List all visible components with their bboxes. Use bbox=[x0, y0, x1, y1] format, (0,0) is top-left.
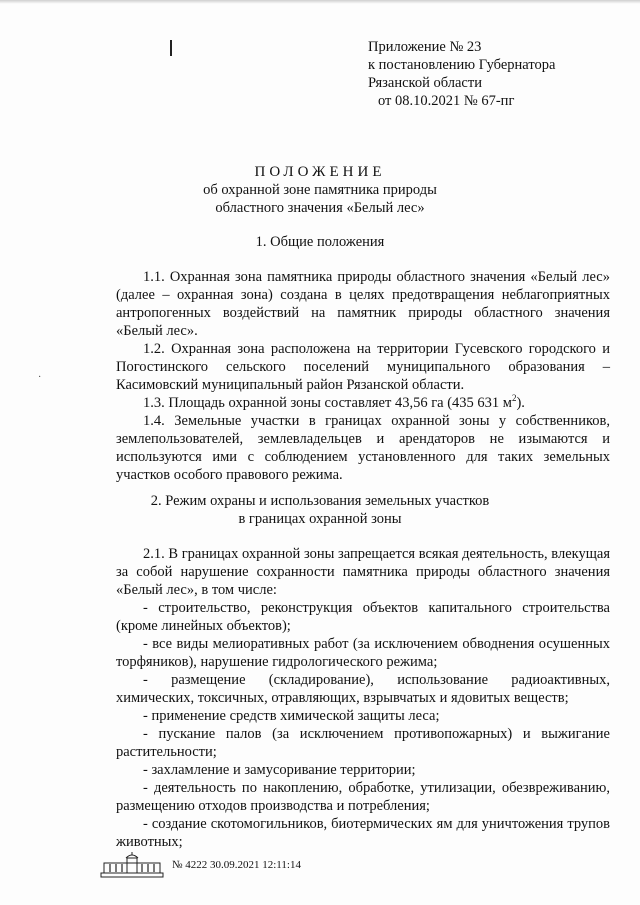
paragraph-1-2 bbox=[116, 340, 610, 394]
paragraph-2-1 bbox=[116, 545, 610, 599]
registration-footer bbox=[100, 852, 620, 880]
list-item-text: - применение средств химической защиты леса; bbox=[143, 708, 440, 724]
document-title: ПОЛОЖЕНИЕ bbox=[254, 164, 386, 180]
paragraph-2-1-text: 2.1. В границах охранной зоны запрещается всякая деятельность, влекущая за собой нарушение сохранности памятника природы областного значения «Белый лес», в том числе: bbox=[116, 546, 610, 598]
scan-edge bbox=[0, 0, 640, 4]
list-item bbox=[116, 815, 610, 851]
appendix-block bbox=[368, 38, 555, 110]
paragraph-1-3-sup: 2 bbox=[511, 393, 517, 404]
list-item bbox=[116, 599, 610, 635]
document-subtitle-2: областного значения «Белый лес» bbox=[215, 200, 425, 216]
paragraph-1-2-text: 1.2. Охранная зона расположена на территории Гусевского городского и Погостинского сельского поселений муниципального образования – Касимовский муниципальный район Рязанской области. bbox=[116, 341, 610, 393]
section-1-heading: 1. Общие положения bbox=[255, 234, 385, 250]
paragraph-1-1-text: 1.1. Охранная зона памятника природы областного значения «Белый лес» (далее – охранная зона) создана в целях предотвращения неблагоприятных антропогенных воздействий на памятник природы областного значения «Белый лес». bbox=[116, 269, 610, 339]
list-item bbox=[116, 635, 610, 671]
margin-speck: · bbox=[38, 372, 42, 383]
paragraph-1-3-end: ). bbox=[516, 395, 525, 411]
list-item-text: - пускание палов (за исключением противопожарных) и выжигание растительности; bbox=[116, 726, 610, 760]
paragraph-1-1 bbox=[116, 268, 610, 340]
list-item-text: - захламление и замусоривание территории; bbox=[143, 762, 416, 778]
list-item-text: - все виды мелиоративных работ (за исключением обводнения осушенных торфяников), нарушение гидрологического режима; bbox=[116, 636, 610, 670]
title-block bbox=[0, 163, 640, 217]
document-subtitle-1: об охранной зоне памятника природы bbox=[203, 182, 437, 198]
list-item-text: - создание скотомогильников, биотермических ям для уничтожения трупов животных; bbox=[116, 816, 610, 850]
list-item bbox=[116, 725, 610, 761]
appendix-line-4: от 08.10.2021 № 67-пг bbox=[378, 93, 515, 109]
paragraph-1-4-text: 1.4. Земельные участки в границах охранной зоны у собственников, землепользователей, землевладельцев и арендаторов не изымаются и используются ими с соблюдением установленного для таких земельных участков особого правового режима. bbox=[116, 413, 610, 483]
section-2-heading-line-1: 2. Режим охраны и использования земельных участков bbox=[150, 493, 490, 509]
list-item-text: - размещение (складирование), использование радиоактивных, химических, токсичных, отравляющих, взрывчатых и ядовитых веществ; bbox=[116, 672, 610, 706]
appendix-line-3: Рязанской области bbox=[368, 75, 482, 91]
list-item bbox=[116, 779, 610, 815]
paragraph-1-4 bbox=[116, 412, 610, 484]
list-item-text: - строительство, реконструкция объектов капитального строительства (кроме линейных объектов); bbox=[116, 600, 610, 634]
paragraph-1-3-text: 1.3. Площадь охранной зоны составляет 43,56 га (435 631 м bbox=[143, 395, 512, 411]
list-item bbox=[116, 761, 610, 779]
stray-mark bbox=[170, 40, 172, 56]
appendix-line-1: Приложение № 23 bbox=[368, 39, 482, 55]
section-2-heading bbox=[0, 492, 640, 528]
list-item bbox=[116, 707, 610, 725]
appendix-line-2: к постановлению Губернатора bbox=[368, 57, 556, 73]
registration-number: № 4222 30.09.2021 12:11:14 bbox=[172, 859, 301, 871]
building-seal-icon bbox=[100, 852, 164, 883]
list-item bbox=[116, 671, 610, 707]
section-2-heading-line-2: в границах охранной зоны bbox=[238, 511, 402, 527]
list-item-text: - деятельность по накоплению, обработке, утилизации, обезвреживанию, размещению отходов производства и потребления; bbox=[116, 780, 610, 814]
paragraph-1-3 bbox=[116, 394, 610, 412]
